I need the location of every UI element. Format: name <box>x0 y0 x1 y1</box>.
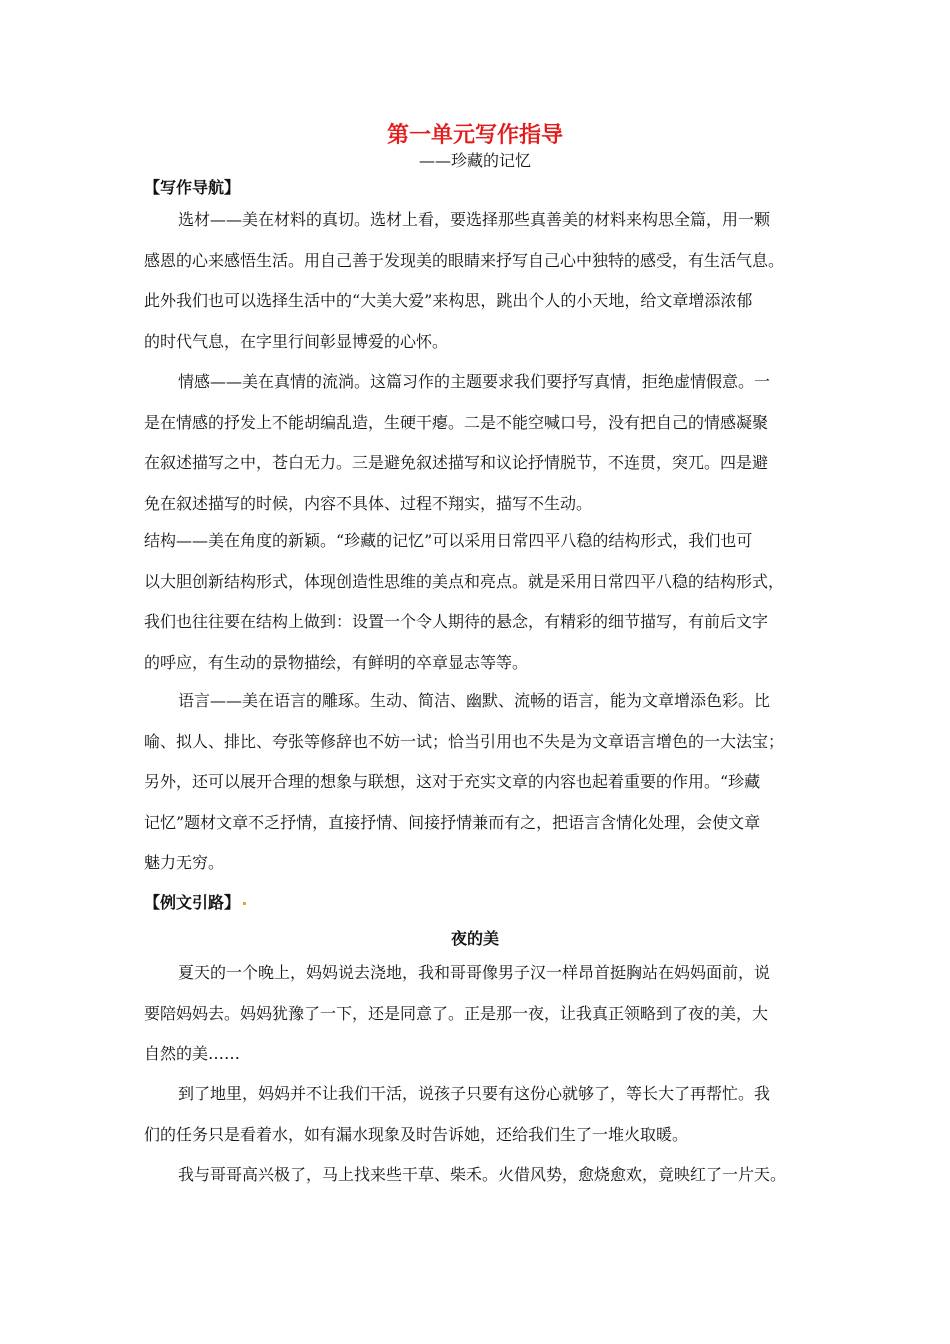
text-line: 记忆”题材文章不乏抒情，直接抒情、间接抒情兼而有之，把语言含情化处理，会使文章 <box>144 812 761 832</box>
text-line: 结构——美在角度的新颖。“珍藏的记忆”可以采用日常四平八稳的结构形式，我们也可 <box>144 531 753 550</box>
essay-title: 夜的美 <box>450 929 499 948</box>
paragraph-structure <box>144 521 820 683</box>
section-heading-example-label: 【例文引路】 <box>144 893 241 912</box>
text-line: 在叙述描写之中，苍白无力。三是避免叙述描写和议论抒情脱节，不连贯，突兀。四是避 <box>144 453 769 472</box>
text-line: 选材——美在材料的真切。选材上看，要选择那些真善美的材料来构思全篇，用一颗 <box>178 210 771 229</box>
paragraph-material <box>144 200 820 362</box>
text-line: 们的任务只是看着水，如有漏水现象及时告诉她，还给我们生了一堆火取暖。 <box>144 1124 689 1144</box>
text-line: 喻、拟人、排比、夸张等修辞也不妨一试；恰当引用也不失是为文章语言增色的一大法宝； <box>144 731 785 751</box>
essay-paragraph-3 <box>144 1155 820 1196</box>
text-line: 语言——美在语言的雕琢。生动、简洁、幽默、流畅的语言，能为文章增添色彩。比 <box>178 691 771 710</box>
text-line: 的时代气息，在字里行间彰显博爱的心怀。 <box>144 331 449 351</box>
text-line: 的呼应，有生动的景物描绘，有鲜明的卒章显志等等。 <box>144 652 529 672</box>
text-line: 以大胆创新结构形式，体现创造性思维的美点和亮点。就是采用日常四平八稳的结构形式， <box>144 571 785 591</box>
page-subtitle: ——珍藏的记忆 <box>418 151 531 170</box>
text-line: 免在叙述描写的时候，内容不具体、过程不翔实，描写不生动。 <box>144 493 593 513</box>
text-line: 夏天的一个晚上，妈妈说去浇地，我和哥哥像男子汉一样昂首挺胸站在妈妈面前，说 <box>178 963 771 982</box>
text-line: 是在情感的抒发上不能胡编乱造，生硬干瘪。二是不能空喊口号，没有把自己的情感凝聚 <box>144 412 769 432</box>
essay-paragraph-2 <box>144 1074 820 1155</box>
text-line: 魅力无穷。 <box>144 853 225 872</box>
text-line: 感恩的心来感悟生活。用自己善于发现美的眼睛来抒写自己心中独特的感受，有生活气息。 <box>144 250 785 270</box>
text-line: 到了地里，妈妈并不让我们干活，说孩子只要有这份心就够了，等长大了再帮忙。我 <box>178 1084 771 1103</box>
page-title: 第一单元写作指导 <box>386 122 563 148</box>
paragraph-emotion <box>144 362 820 524</box>
text-line: 此外我们也可以选择生活中的“大美大爱”来构思，跳出个人的小天地，给文章增添浓郁 <box>144 291 753 310</box>
mark-dot <box>243 902 246 905</box>
text-line: 我们也往往要在结构上做到：设置一个令人期待的悬念，有精彩的细节描写，有前后文字 <box>144 612 769 631</box>
text-line: 要陪妈妈去。妈妈犹豫了一下，还是同意了。正是那一夜，让我真正领略到了夜的美，大 <box>144 1003 769 1023</box>
text-line: 另外，还可以展开合理的想象与联想，这对于充实文章的内容也起着重要的作用。“珍藏 <box>144 772 761 791</box>
paragraph-language <box>144 681 820 884</box>
text-line: 我与哥哥高兴极了，马上找来些干草、柴禾。火借风势，愈烧愈欢，竟映红了一片天。 <box>178 1165 787 1184</box>
text-line: 自然的美…… <box>144 1044 241 1063</box>
text-line: 情感——美在真情的流淌。这篇习作的主题要求我们要抒写真情，拒绝虚情假意。一 <box>178 372 771 391</box>
section-heading-example <box>144 893 246 913</box>
section-heading-writing-guide: 【写作导航】 <box>144 178 241 197</box>
essay-paragraph-1 <box>144 953 820 1075</box>
